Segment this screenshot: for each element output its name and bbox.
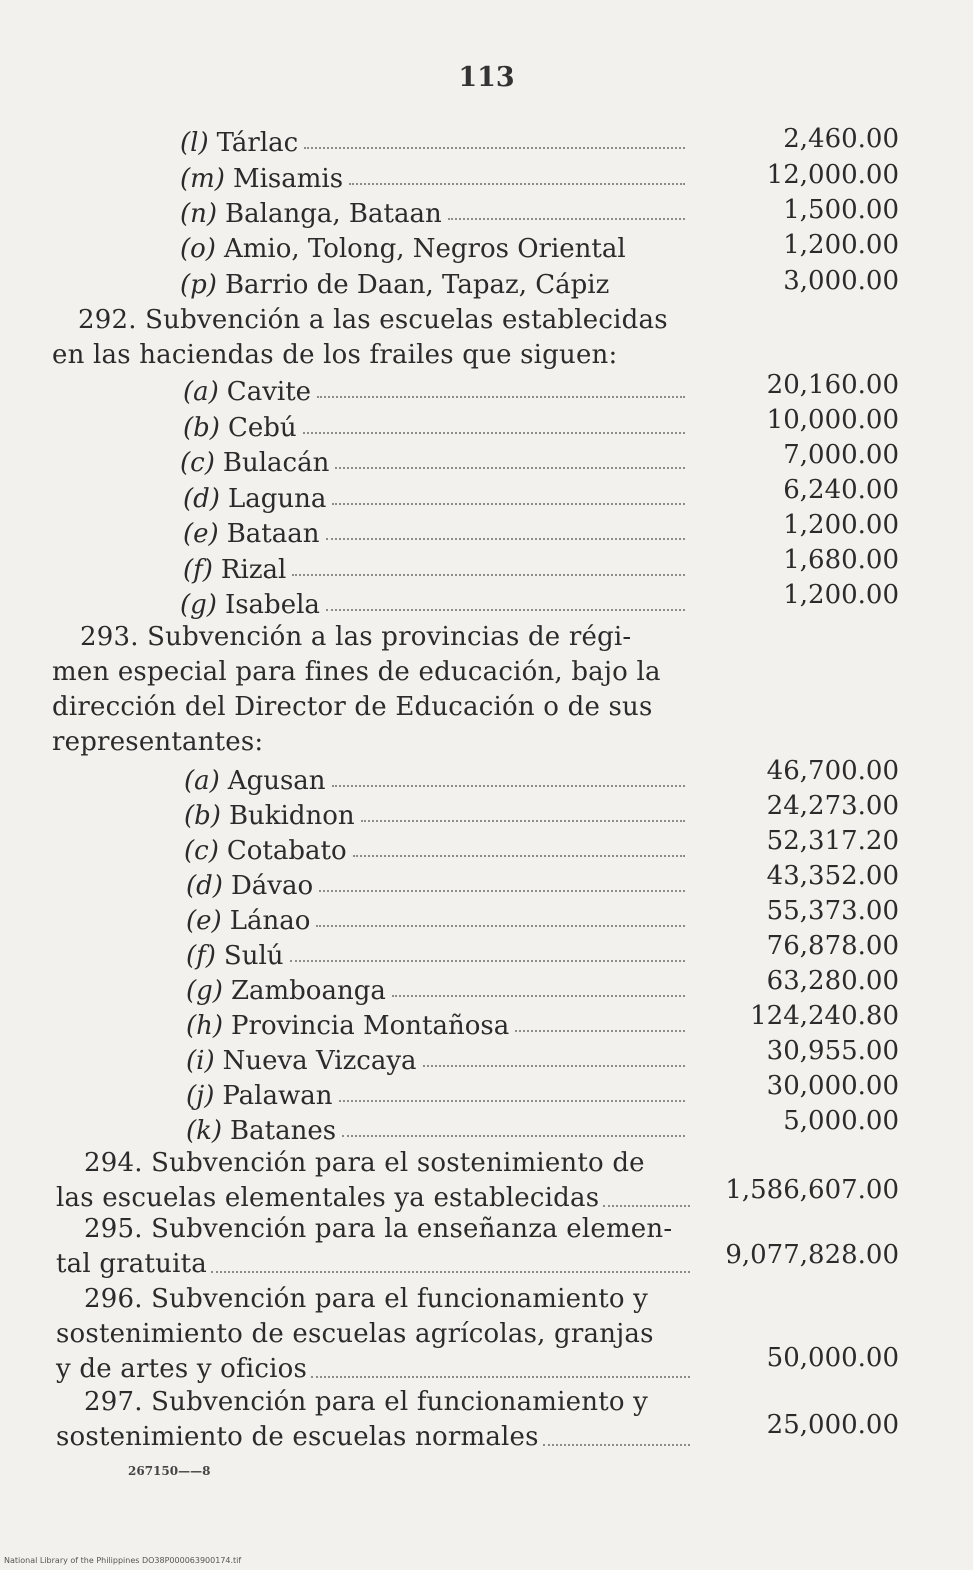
entry-letter: (k) (186, 1116, 223, 1146)
item-295-paragraph (56, 1212, 690, 1282)
entry-name: Cavite (226, 377, 312, 407)
entry-amount: 10,000.00 (766, 405, 899, 435)
entry-amount: 1,680.00 (783, 545, 899, 575)
paragraph-line: men especial para fines de educación, bajo la (52, 657, 661, 687)
entry-name: Batanes (230, 1116, 337, 1146)
dot-leader (392, 995, 685, 997)
entry-amount: 55,373.00 (766, 896, 899, 926)
dot-leader (515, 1030, 685, 1032)
entry-name: Agusan (227, 766, 326, 796)
entry-row (186, 1077, 685, 1111)
paragraph-line: sostenimiento de escuelas agrícolas, granjas (56, 1319, 654, 1349)
entry-name: Laguna (227, 484, 327, 514)
entry-letter: (e) (186, 906, 222, 936)
entry-row (180, 160, 685, 194)
dot-leader (349, 183, 685, 185)
entry-letter: (e) (183, 519, 219, 549)
dot-leader (332, 503, 685, 505)
entry-amount: 1,200.00 (783, 580, 899, 610)
dot-leader (339, 1100, 685, 1102)
paragraph-line-with-leader (56, 1420, 690, 1455)
entry-letter: (c) (180, 448, 215, 478)
dot-leader (303, 432, 685, 434)
entry-letter: (b) (183, 413, 220, 443)
dot-leader (448, 218, 685, 220)
entry-letter: (a) (183, 377, 219, 407)
dot-leader (317, 396, 685, 398)
entry-letter: (m) (180, 164, 225, 194)
entry-amount: 1,200.00 (783, 230, 899, 260)
entry-letter: (g) (180, 590, 217, 620)
dot-leader (332, 785, 685, 787)
paragraph-line-with-leader (56, 1247, 690, 1282)
entry-row (186, 937, 685, 971)
entry-amount: 24,273.00 (766, 791, 899, 821)
entry-row (186, 1112, 685, 1146)
entry-name: Palawan (222, 1081, 333, 1111)
entry-row (186, 867, 685, 901)
entry-row (184, 797, 685, 831)
entry-amount: 3,000.00 (783, 266, 899, 296)
entry-letter: (i) (186, 1046, 215, 1076)
item-293-paragraph (52, 620, 692, 760)
paragraph-line: dirección del Director de Educación o de sus (52, 692, 653, 722)
entry-row (180, 266, 685, 300)
paragraph-text: y de artes y oficios (56, 1354, 308, 1384)
item-297-paragraph (56, 1385, 690, 1455)
entry-name: Misamis (232, 164, 344, 194)
entry-letter: (o) (180, 234, 216, 264)
paragraph-text: tal gratuita (56, 1249, 207, 1279)
dot-leader (543, 1444, 690, 1446)
entry-amount: 1,500.00 (783, 195, 899, 225)
entry-letter: (l) (180, 128, 209, 158)
dot-leader (304, 147, 685, 149)
entry-row (186, 972, 685, 1006)
entry-letter: (b) (184, 801, 221, 831)
entry-letter: (n) (180, 199, 218, 229)
dot-leader (211, 1271, 690, 1273)
entry-name: Cebú (227, 413, 297, 443)
paragraph-line-with-leader (56, 1181, 690, 1216)
dot-leader (292, 574, 685, 576)
entry-name: Cotabato (226, 836, 347, 866)
dot-leader (361, 820, 685, 822)
entry-amount: 5,000.00 (783, 1106, 899, 1136)
item-292-paragraph (52, 303, 692, 373)
entry-row (186, 1007, 685, 1041)
entry-row (184, 832, 685, 866)
entry-name: Bulacán (222, 448, 330, 478)
entry-name: Balanga, Bataan (225, 199, 442, 229)
entry-amount: 43,352.00 (766, 861, 899, 891)
entry-amount: 2,460.00 (783, 124, 899, 154)
entry-letter: (f) (186, 941, 216, 971)
entry-amount: 30,000.00 (766, 1071, 899, 1101)
dot-leader (423, 1065, 685, 1067)
entry-name: Provincia Montañosa (231, 1011, 510, 1041)
paragraph-line: 292. Subvención a las escuelas establecidas (78, 305, 668, 335)
paragraph-line: 295. Subvención para la enseñanza elemen- (84, 1214, 673, 1244)
entry-name: Barrio de Daan, Tapaz, Cápiz (224, 270, 610, 300)
entry-letter: (c) (184, 836, 219, 866)
entry-letter: (a) (184, 766, 220, 796)
entry-amount: 52,317.20 (766, 826, 899, 856)
entry-letter: (f) (183, 555, 213, 585)
paragraph-text: las escuelas elementales ya establecidas (56, 1183, 600, 1213)
entry-name: Nueva Vizcaya (222, 1046, 417, 1076)
entry-row (183, 409, 685, 443)
entry-name: Bukidnon (228, 801, 355, 831)
paragraph-line-with-leader (56, 1352, 690, 1387)
dot-leader (316, 925, 685, 927)
entry-row (180, 195, 685, 229)
entry-amount: 1,586,607.00 (725, 1175, 899, 1205)
entry-row (180, 586, 685, 620)
entry-amount: 12,000.00 (766, 160, 899, 190)
entry-letter: (j) (186, 1081, 215, 1111)
entry-name: Isabela (224, 590, 320, 620)
printer-signature: 267150——8 (128, 1464, 211, 1478)
entry-name: Rizal (220, 555, 287, 585)
entry-amount: 7,000.00 (783, 440, 899, 470)
paragraph-line: 293. Subvención a las provincias de régi- (80, 622, 632, 652)
item-296-paragraph (56, 1282, 690, 1387)
item-294-paragraph (56, 1146, 690, 1216)
entry-name: Zamboanga (230, 976, 386, 1006)
dot-leader (319, 890, 685, 892)
entry-amount: 76,878.00 (766, 931, 899, 961)
entry-letter: (p) (180, 270, 217, 300)
entry-amount: 25,000.00 (766, 1410, 899, 1440)
entry-amount: 46,700.00 (766, 756, 899, 786)
entry-name: Dávao (230, 871, 314, 901)
entry-row (183, 515, 685, 549)
paragraph-text: sostenimiento de escuelas normales (56, 1422, 539, 1452)
dot-leader (290, 960, 685, 962)
entry-row (183, 480, 685, 514)
entry-amount: 50,000.00 (766, 1343, 899, 1373)
entry-name: Bataan (226, 519, 320, 549)
entry-name: Tárlac (216, 128, 299, 158)
entry-amount: 30,955.00 (766, 1036, 899, 1066)
dot-leader (311, 1376, 690, 1378)
entry-row (183, 551, 685, 585)
entry-name: Sulú (223, 941, 284, 971)
entry-name: Lánao (229, 906, 311, 936)
entry-amount: 6,240.00 (783, 475, 899, 505)
scan-credit: National Library of the Philippines DO38P000063900174.tif (4, 1556, 242, 1565)
entry-row (186, 1042, 685, 1076)
paragraph-line: 297. Subvención para el funcionamiento y (84, 1387, 649, 1417)
entry-row (180, 230, 685, 264)
dot-leader (326, 538, 686, 540)
paragraph-line: representantes: (52, 727, 264, 757)
paragraph-line: en las haciendas de los frailes que siguen: (52, 340, 618, 370)
entry-amount: 63,280.00 (766, 966, 899, 996)
entry-amount: 20,160.00 (766, 370, 899, 400)
entry-amount: 9,077,828.00 (725, 1240, 899, 1270)
entry-row (180, 444, 685, 478)
entry-row (184, 762, 685, 796)
dot-leader (342, 1135, 685, 1137)
paragraph-line: 296. Subvención para el funcionamiento y (84, 1284, 649, 1314)
entry-row (186, 902, 685, 936)
entry-letter: (d) (183, 484, 220, 514)
entry-row (180, 124, 685, 158)
page-number: 113 (458, 62, 515, 93)
entry-row (183, 373, 685, 407)
dot-leader (353, 855, 685, 857)
dot-leader (603, 1205, 690, 1207)
entry-amount: 124,240.80 (750, 1001, 899, 1031)
entry-letter: (d) (186, 871, 223, 901)
entry-letter: (g) (186, 976, 223, 1006)
paragraph-line: 294. Subvención para el sostenimiento de (84, 1148, 645, 1178)
dot-leader (326, 609, 685, 611)
entry-letter: (h) (186, 1011, 224, 1041)
entry-amount: 1,200.00 (783, 510, 899, 540)
entry-name: Amio, Tolong, Negros Oriental (223, 234, 626, 264)
dot-leader (335, 467, 685, 469)
